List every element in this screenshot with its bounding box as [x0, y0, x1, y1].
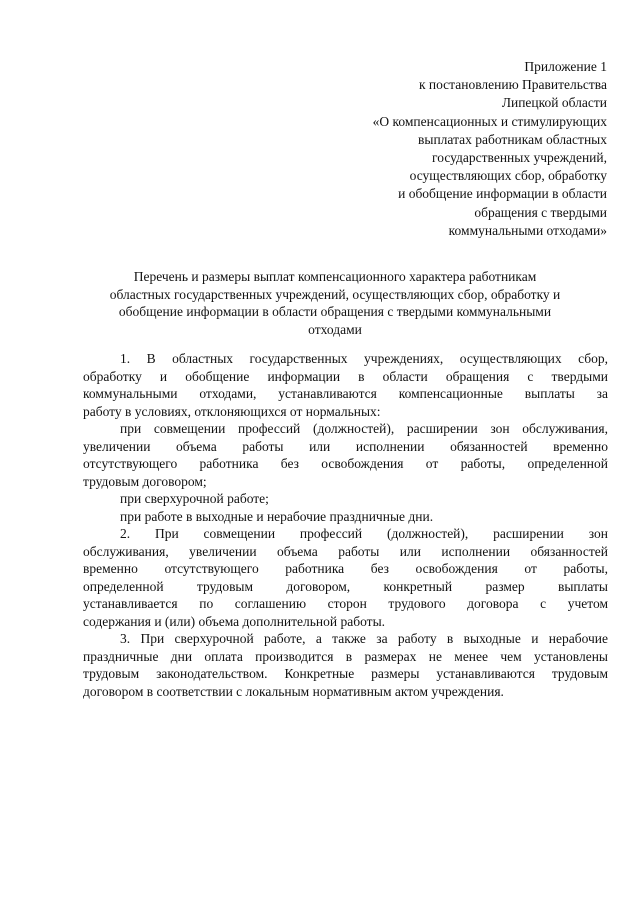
body-line: трудовым законодательством. Конкретные размеры устанавливаются трудовым: [83, 666, 608, 681]
body-line: договором в соответствии с локальным нормативным актом учреждения.: [83, 683, 504, 699]
body-line: трудовым договором;: [83, 473, 207, 489]
body-line: 2. При совмещении профессий (должностей), расширении зон: [120, 526, 608, 541]
appendix-line: обращения с твердыми: [474, 204, 607, 220]
body-line: обработку и обобщение информации в области обращения с твердыми: [83, 368, 608, 384]
title-line: Перечень и размеры выплат компенсационного характера работникам: [133, 269, 537, 284]
body-line: при совмещении профессий (должностей), расширении зон обслуживания,: [120, 421, 608, 436]
body-line: 1. В областных государственных учреждениях, осуществляющих сбор,: [120, 351, 608, 366]
body-line: праздничные дни оплата производится в размерах не менее чем установлены: [83, 648, 608, 664]
title-line: обобщение информации в области обращения с твердыми коммунальными: [118, 304, 552, 319]
appendix-line: осуществляющих сбор, обработку: [409, 168, 607, 184]
body-line: 3. При сверхурочной работе, а также за работу в выходные и нерабочие: [120, 631, 608, 646]
document-title: [78, 268, 592, 338]
appendix-line: коммунальными отходами»: [448, 222, 607, 238]
body-line: устанавливается по соглашению сторон трудового договора с учетом: [83, 596, 608, 611]
body-line: коммунальными отходами, устанавливаются компенсационные выплаты за: [83, 386, 608, 401]
title-line: отходами: [308, 321, 362, 337]
body-line: при работе в выходные и нерабочие праздничные дни.: [120, 508, 434, 524]
body-line: обслуживания, увеличении объема работы или исполнении обязанностей: [83, 543, 608, 559]
body-line: определенной трудовым договором, конкретный размер выплаты: [83, 578, 608, 594]
appendix-line: к постановлению Правительства: [418, 77, 607, 93]
body-line: содержания и (или) объема дополнительной работы.: [83, 613, 386, 629]
appendix-header: [373, 58, 607, 240]
appendix-line: Липецкой области: [501, 95, 607, 111]
appendix-line: «О компенсационных и стимулирующих: [372, 113, 607, 129]
appendix-line: Приложение 1: [524, 59, 607, 74]
appendix-line: государственных учреждений,: [432, 150, 607, 166]
body-line: временно отсутствующего работника без освобождения от работы,: [83, 561, 608, 576]
body-line: отсутствующего работника без освобождения от работы, определенной: [83, 456, 608, 471]
body-line: увеличении объема работы или исполнении обязанностей временно: [83, 438, 608, 454]
body-line: при сверхурочной работе;: [120, 491, 269, 506]
appendix-line: и обобщение информации в области: [398, 186, 607, 202]
appendix-line: выплатах работникам областных: [418, 131, 607, 147]
document-body: [83, 350, 608, 700]
body-line: работу в условиях, отклоняющихся от нормальных:: [83, 403, 381, 419]
title-line: областных государственных учреждений, осуществляющих сбор, обработку и: [109, 286, 561, 302]
